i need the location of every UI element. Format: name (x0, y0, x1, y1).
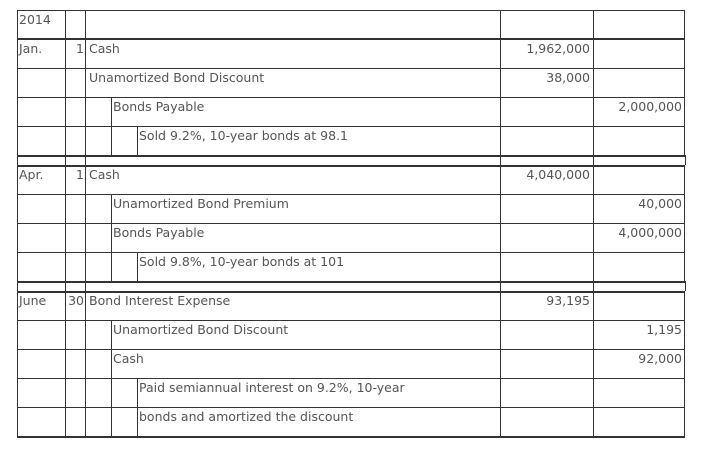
journal-line (0, 194, 707, 223)
journal-line (0, 126, 707, 155)
entry-separator (0, 281, 707, 291)
debit-amount: 38,000 (546, 70, 590, 85)
year-label: 2014 (19, 12, 51, 27)
account-title: Sold 9.2%, 10-year bonds at 98.1 (139, 128, 349, 143)
debit-amount: 4,040,000 (526, 167, 590, 182)
debit-amount: 93,195 (546, 293, 590, 308)
account-title: Unamortized Bond Discount (113, 322, 289, 337)
account-title: Paid semiannual interest on 9.2%, 10-year (139, 380, 405, 395)
journal-line (0, 378, 707, 407)
account-title: bonds and amortized the discount (139, 409, 354, 424)
journal-line (0, 252, 707, 281)
journal-line (0, 68, 707, 97)
journal-line (0, 39, 707, 68)
credit-amount: 1,195 (646, 322, 682, 337)
account-title: Unamortized Bond Discount (89, 70, 265, 85)
credit-amount: 2,000,000 (618, 99, 682, 114)
journal-line (0, 349, 707, 378)
year-row (0, 10, 707, 39)
entry-day: 1 (76, 41, 84, 56)
account-title: Bonds Payable (113, 225, 205, 240)
account-title: Unamortized Bond Premium (113, 196, 289, 211)
account-title: Bonds Payable (113, 99, 205, 114)
account-title: Sold 9.8%, 10-year bonds at 101 (139, 254, 345, 269)
debit-amount: 1,962,000 (526, 41, 590, 56)
credit-amount: 4,000,000 (618, 225, 682, 240)
entry-separator (0, 155, 707, 165)
entry-month: Apr. (19, 167, 44, 182)
journal-line (0, 165, 707, 194)
entry-month: June (19, 293, 47, 308)
journal-line (0, 320, 707, 349)
entry-month: Jan. (19, 41, 43, 56)
entry-day: 1 (76, 167, 84, 182)
journal-line (0, 223, 707, 252)
journal-line (0, 97, 707, 126)
account-title: Bond Interest Expense (89, 293, 231, 308)
credit-amount: 40,000 (638, 196, 682, 211)
account-title: Cash (113, 351, 144, 366)
entry-day: 30 (68, 293, 84, 308)
journal-line (0, 291, 707, 320)
account-title: Cash (89, 41, 120, 56)
account-title: Cash (89, 167, 120, 182)
credit-amount: 92,000 (638, 351, 682, 366)
journal-line (0, 407, 707, 436)
